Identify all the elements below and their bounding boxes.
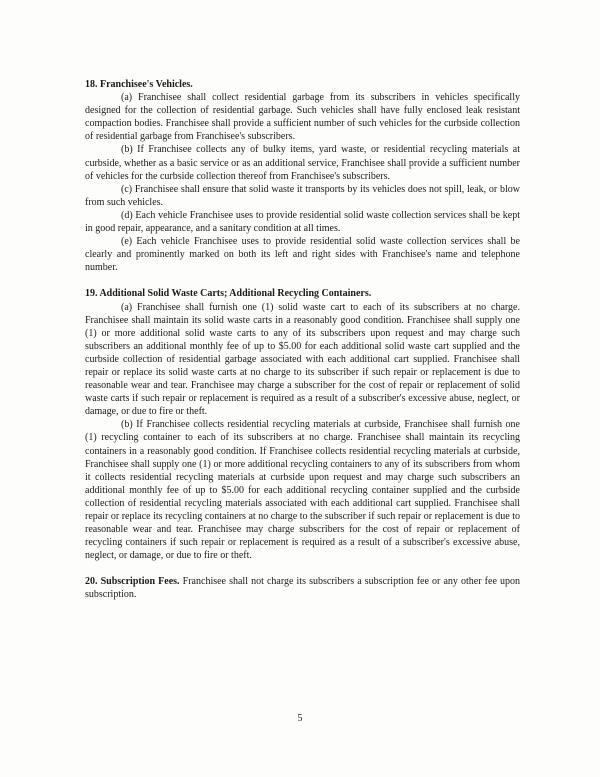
- paragraph-18b: (b) If Franchisee collects any of bulky items, yard waste, or residential recycling materials at curbside, whether as a basic service or as an additional service, Franchisee shall provide a sufficient number of vehicles for the curbside collection thereof from Franchisee's subscribers.: [85, 144, 520, 182]
- section-19: [85, 287, 520, 562]
- paragraph-18a: (a) Franchisee shall collect residential garbage from its subscribers in vehicles specifically designed for the collection of residential garbage. Such vehicles shall have fully enclosed leak resistant compaction bodies. Franchisee shall provide a sufficient number of such vehicles for the curbside collection of residential garbage from Franchisee's subscribers.: [85, 92, 520, 143]
- section-spacer: [85, 274, 520, 287]
- section-20-text: Franchisee shall not charge its subscribers a subscription fee or any other fee upon subscription.: [85, 576, 520, 601]
- section-18: [85, 78, 520, 274]
- page-number: 5: [297, 713, 303, 724]
- paragraph-18e: (e) Each vehicle Franchisee uses to provide residential solid waste collection services shall be clearly and prominently marked on both its left and right sides with Franchisee's name and telephone number.: [85, 236, 520, 274]
- section-heading: 19. Additional Solid Waste Carts; Additional Recycling Containers.: [85, 288, 372, 300]
- paragraph-18c: (c) Franchisee shall ensure that solid waste it transports by its vehicles does not spill, leak, or blow from such vehicles.: [85, 183, 520, 208]
- section-20: [85, 575, 520, 601]
- paragraph-19b: (b) If Franchisee collects residential recycling materials at curbside, Franchisee shall furnish one (1) recycling container to each of its subscribers at no charge. Franchisee shall maintain its recycling containers in a reasonably good condition. If Franchisee collects residential recycling materials at curbside, Franchisee shall supply one (1) or more additional recycling containers to any of its subscribers from whom it collects residential recycling materials at curbside upon request and may charge such subscribers an additional monthly fee of up to $5.00 for each additional recycling container supplied and the curbside collection of residential recycling materials associated with each additional cart supplied. Franchisee shall repair or replace its recycling containers at no charge to the subscriber if such repair or replacement is due to reasonable wear and tear. Franchisee may charge subscribers for the cost of repair or replacement of recycling containers if such repair or replacement is required as a result of a subscriber's excessive abuse, neglect, or damage, or due to fire or theft.: [85, 419, 520, 562]
- paragraph-19a: (a) Franchisee shall furnish one (1) solid waste cart to each of its subscribers at no charge. Franchisee shall maintain its solid waste carts in a reasonably good condition. Franchisee shall supply one (1) or more additional solid waste carts to any of its subscribers upon request and may charge such subscribers an additional monthly fee of up to $5.00 for each additional solid waste cart supplied and the curbside collection of residential garbage associated with each additional cart supplied. Franchisee shall repair or replace its solid waste carts at no charge to its subscriber if such repair or replacement is due to reasonable wear and tear. Franchisee may charge a subscriber for the cost of repair or replacement of solid waste carts if such repair or replacement is required as a result of a subscriber's excessive abuse, neglect, or damage, or due to fire or theft.: [85, 301, 520, 418]
- section-heading: 20. Subscription Fees.: [85, 576, 180, 588]
- page-body: [85, 78, 520, 602]
- section-spacer: [85, 562, 520, 575]
- paragraph-18d: (d) Each vehicle Franchisee uses to provide residential solid waste collection services shall be kept in good repair, appearance, and a sanitary condition at all times.: [85, 209, 520, 235]
- section-heading: 18. Franchisee's Vehicles.: [85, 79, 193, 90]
